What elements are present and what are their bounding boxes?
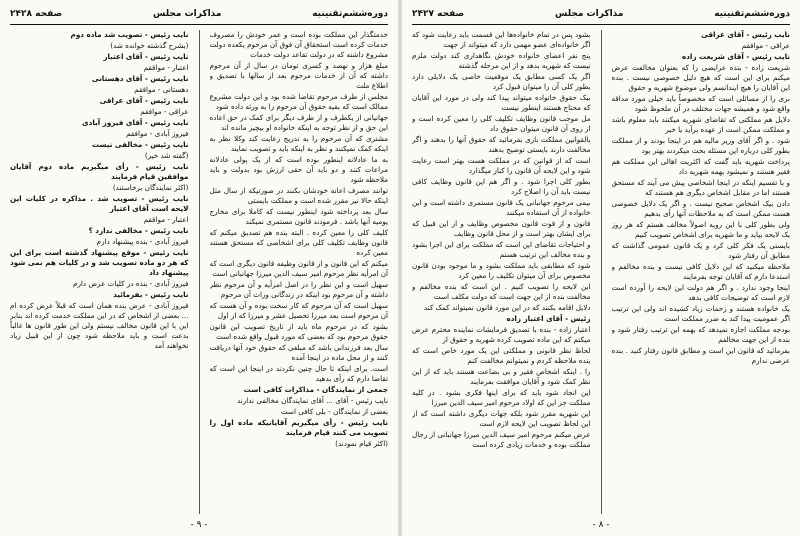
left-page — [0, 0, 398, 536]
paragraph: بطور کلی اجرا شود . و اگر هم این قانون وظایف کافی نیست باید آن را اصلاح کرد — [412, 177, 591, 196]
paragraph: سهیل است و این نظر را در اصل امرأیه و آن مرحوم نظر داشته و آن مرحوم بود اینکه در زندگانی وراث آن مرحوم — [209, 280, 388, 299]
paragraph: قانون و از قوت قانون مخصوص وظایف و از این قبیل که برای ایشان بهتر است و از محل قانون وظایف — [412, 219, 591, 238]
paragraph: این لایحه را تصویب کنیم . این است که بنده مخالفم و مخالفت بنده از این جهت است که دولت مکلف است — [412, 282, 591, 301]
header-rule — [10, 24, 388, 25]
paragraph: مجلس از طرف مرحوم تقاضا شده بود و این دولت مشروع ممالک است که بقیه حقوق آن مرحوم را به ورثه داده شود — [209, 92, 388, 111]
speaker-line: نایب رئیس - تصویب شد . مذاکره در کلیات این لایحه است آقای اعتبار — [10, 194, 189, 213]
paragraph: اعتبار - موافقم — [143, 63, 189, 72]
column-left — [412, 30, 591, 514]
paragraph: دلایل اقامه بکنند که در این مورد قانون نمیتواند کمک کند — [423, 303, 591, 312]
speaker-line: نایب رئیس - بفرمائید — [113, 290, 189, 299]
journal-title: مذاکرات مجلس — [555, 9, 624, 19]
paragraph: سهیل است که آن مرحوم که کار سخت بوده و آن هست که آن مرحوم است بعد میرزا تحصیل عشر و میرزا که از اول — [209, 301, 388, 320]
paragraph: لحاظ نظر قانونی و مملکتی این یک مورد خاص است که بنده ملاحظه کردم و نمیتوانم مخالفت کنم — [412, 346, 591, 365]
right-page — [402, 0, 800, 536]
paragraph: بعضی از نمایندگان - بلی کافی است — [280, 407, 388, 416]
paragraph: فیروز آبادی - بنده پیشنهاد دارم — [96, 237, 189, 246]
paragraph: (اکثر نمایندگان برخاستند) — [112, 183, 189, 192]
paragraph: (گفته شد خیر) — [144, 151, 189, 160]
column-right — [612, 30, 791, 514]
paragraph: اعتبار زاده - بنده با تصدیق فرمایشات نماینده محترم عرض میکنم که این ماده تصویب کرده شهریه و حقوق از — [412, 325, 591, 344]
speaker-line: نایب رئیس - موقع پیشنهاد گذشته است برای این که هر دو ماده تصویب شد و در کلیات هم نمی شود پیشنهاد داد — [10, 248, 189, 277]
paragraph: شود . و اگر آقای وزیر مالیه هم در اینجا بودند و از مملکت بطور کلی درباره این مسئله بحث میکردند بهتر بود — [611, 136, 790, 155]
paragraph: بایستی یک فکر کلی کرد و یک قانون عمومی گذاشت که مطابق آن رفتار شود — [611, 241, 790, 260]
paragraph: ملاحظه میکنید که این دلایل کافی نیست و بنده مخالفم و استدعا دارم که آقایان توجه بفرمایند — [611, 262, 790, 281]
paragraph: را . اینکه اشخاص فقیر و بی بضاعت هستند باید که از این نظر کمک شود و آقایان موافقت بفرمایند — [412, 367, 591, 386]
page-number: صفحه ۲۴۲۷ — [412, 9, 465, 19]
paragraph: دادن بیک اشخاص صحیح نیست . و اگر یک دلایل خصوصی هست ممکن است که به ملاحظات آنها رأی بدهیم — [611, 199, 790, 218]
speaker-line: نایب رئیس - آقای فیروز آبادی — [82, 118, 189, 127]
speaker-line: نایب رئیس - مخالفی ندارد ؟ — [88, 226, 189, 235]
paragraph: دلایل هم مملکتی که تقاضای شهریه میکنند باید معلوم باشد و مملکت ممکن است از عهده برآید یا خیر — [611, 115, 790, 134]
paragraph: سال بعد فرزندانی باشد که مبلغی که حقوق خود آنها دریافت کنند و از محل ماده در اینجا آمده — [209, 343, 388, 362]
paragraph: این انجاد شود باید که برای اینها فکری بشود . در کلیه مملکت جز این که اولاد مرحوم امیر سیف الدین میرزا — [412, 388, 591, 407]
paragraph: بیمی مرحوم جهانبانی یک قانون مستمری داشته است و این خانواده از آن استفاده میکنند — [412, 198, 591, 217]
paragraph: سال بعد پرداخته شود اینطور نیست که کاملا برای مخارج یومیه آنها باشد . فرمودند قانون مستمری نمیکند — [209, 207, 388, 226]
paragraph: این شهریه مقرر شود بلکه جهات دیگری داشته است که از این لحاظ تصویب این لایحه لازم است — [412, 409, 591, 428]
paragraph: خدمتگذار این مملکت بوده است و عمر خودش را مصروف خدمات کرده است استحقاق آن فوق آن مرحوم یکعده دولت مشروع داشته که در دولت تقاعد دولت خدمات — [209, 30, 388, 59]
column-right — [210, 30, 389, 514]
paragraph: یک خانواده هستند و زحمات زیاد کشیده اند ولی این ترتیب اگر عمومیت پیدا کند به ضرر مملکت است — [611, 304, 790, 323]
paragraph: اگر یک کسی مطابق یک موقعیت خاصی یک دلایلی دارد بطور کلی آن را میتوان قبول کرد — [412, 72, 591, 91]
folio: - ۸ - — [592, 520, 610, 530]
speaker-line: نایب رئیس - تصویب شد ماده دوم — [70, 30, 189, 39]
paragraph: (بشرح گذشته خوانده شد) — [110, 41, 189, 50]
paragraph: فیروز آبادی - عرض بنده همان است که قبلاً عرض کرده ام ... بعضی از اشخاص که در این مملکت خدمت کرده اند بنابر این با این قانون مخالف نیستم ولی این طور قانون ها غالباً بدعت است و باید ملاحظه شود چون از این قبیل زیاد نخواهند آمد — [10, 301, 189, 350]
paragraph: شود که مطابقی باید مملکت بشود و ما موجود بودن قانون مخصوص برای آن میتوان تکلیف را معین کرد — [412, 261, 591, 280]
column-divider — [601, 30, 602, 514]
header-rule — [412, 24, 790, 25]
paragraph: عراقی - موافقم — [140, 107, 189, 116]
paragraph: فیروز آبادی - بنده در کلیات عرض دارم — [73, 279, 189, 288]
text-columns — [10, 30, 388, 514]
paragraph: و با تقسیم اینکه در اینجا اشخاصی پیش می آیند که مستحق هستند اما در مقابل اشخاص دیگری هم هستند که — [611, 178, 790, 197]
paragraph: میکنم که این قانون و از قانون وظیفه قانون دیگری است که آن امرأیه نظر مرحوم امیر سیف الدین میرزا جهانبانی است — [209, 259, 388, 278]
paragraph: بشود پس در تمام خانواده‌ها این قسمت باید رعایت شود که اگر خانواده‌ای عضو مهمی دارد که میتواند از جهت — [412, 30, 591, 49]
paragraph: (اکثر قیام نمودند) — [335, 439, 388, 448]
speaker-line: نایب رئیس - رأی میگیریم آقایانیکه ماده اول را تصویب می کنند قیام فرمایند — [209, 418, 388, 437]
paragraph: بالقوانین مملکت بازی بفرمائید که حقوق آنها را بدهند و اگر مخالفت دارند بایستی توضیح بدهند — [412, 135, 591, 154]
paragraph: است که از قوانین که در مملکت هست بهتر است رعایت شود و این لایحه آن قانون را کنار میگذارد — [412, 156, 591, 175]
speaker-line: نایب رئیس - مخالفی نیست — [91, 140, 189, 149]
paragraph: و احتیاجات تقاضای این است که مملکت برای این اجرا بشود و بنده مخالف این ترتیب هستم — [412, 240, 591, 259]
column-left — [10, 30, 189, 514]
paragraph: شریعت زاده - بنده عرایضی را که بعنوان مخالفت عرض میکنم برای این است که هیچ دلیل خصوصی نیست . بنده این آقایان را هیچ ایندانسم ولی موضوع شهریه و حقوق — [611, 63, 790, 92]
paragraph: عراقی - موافقم — [741, 41, 790, 50]
text-columns — [412, 30, 790, 514]
speaker-line: نایب رئیس - آقای شریعت زاده — [681, 52, 790, 61]
paragraph: کلیف کلی را معین کرده . البته بنده هم تصدیق میکنم که قانون وظایف تکلیف کلی برای اشخاصی که مستحق هستند معین کرده — [209, 228, 388, 257]
paragraph: نایب رئیس - آقای ... آقای نمایندگان مخالفی ندارند — [237, 396, 388, 405]
session-label: دوره‌ششم‌تقنینیه — [714, 9, 790, 19]
paragraph: فیروز آبادی - موافقم — [126, 129, 189, 138]
paragraph: جهانیانی از یکطرف و از طرف دیگر برای کمک در حق اعاده این حق و از نظر توجه به اینکه خانواده او بیچیز مانده اند — [209, 113, 388, 132]
page-header — [412, 6, 790, 22]
paragraph: بودجه مملکت اجازه نمیدهد که بهمه این ترتیب رفتار شود و بنده از این جهت مخالفم — [611, 325, 790, 344]
speaker-line: نایب رئیس - رأی میگیریم ماده دوم آقایان موافقین قیام فرمایند — [10, 162, 189, 181]
paragraph: بری را از مسائلی است که مخصوصاً باید خیلی مورد مداقه واقع شود و همیشه جهات مختلف در آن ملحوظ شود — [611, 94, 790, 113]
page-number: صفحه ۲۴۲۸ — [10, 9, 63, 19]
paragraph: مبلغ هزار و نهصد و کسری تومان در سال از آن مرحوم داشته که آن از خدمات مرحوم بعد از سالها با تصدیق و اطلاع ملت — [209, 61, 388, 90]
folio: - ۹ - — [190, 520, 208, 530]
paragraph: به ما عادلانه اینطور بوده است که از یک پولی عادلانه مراعات کنند و دو باید آن حقی ارزش بود بدولت و باید ملاحظه شود — [209, 155, 388, 184]
speaker-line: نایب رئیس - آقای دهستانی — [91, 74, 189, 83]
paragraph: توانند مصرف اعانه خودشان بکنند در صورتیکه از سال مثل اینکه حالا نیز مقرر شده است و مملکت بایستی — [209, 186, 388, 205]
paragraph: مل موجب قانون وظایف تکلیف کلی را معین کرده است و از روی آن قانون میتوان حقوق داد — [412, 114, 591, 133]
paragraph: اینجا وجود ندارد . و اگر هم دولت این لایحه را آورده است لازم است که توضیحات کافی بدهد — [611, 283, 790, 302]
speaker-line: نایب رئیس - آقای عراقی — [99, 96, 189, 105]
paragraph: پرداخت شهریه باید گفت که اکثریت اهالی این مملکت هم فقیر هستند و نمیشود بهمه شهریه داد — [611, 157, 790, 176]
column-divider — [199, 30, 200, 514]
paragraph: بشود که در مرحوم ماه باید از تاریخ تصویب این قانون حقوق مرحوم بود که بعضی که مورد قبول واقع شده است — [209, 322, 388, 341]
journal-title: مذاکرات مجلس — [153, 9, 222, 19]
speaker-line: رئیس - آقای اعتبار زاده — [506, 314, 591, 323]
paragraph: مشتری که آن مرحوم را به تدریج رعایت کند وکلا نظر به اینکه کمک نمیکنند و نظر به اینکه باید و تصویب نمایند — [209, 134, 388, 153]
page-header — [10, 6, 388, 22]
paragraph: است. برای اینکه تا حال چنین نکردند در اینجا این است که تقاضا دارم که رأی بدهید — [209, 364, 388, 383]
paragraph: دهستانی - موافقم — [134, 85, 189, 94]
paragraph: عرض میکنم مرحوم امیر سیف الدین میرزا جهانبانی از رجال مملکت بوده و خدمات زیادی کرده است — [412, 430, 591, 449]
session-label: دوره‌ششم‌تقنینیه — [312, 9, 388, 19]
paragraph: ولی بطور کلی با این رویه اصولاً مخالف هستم که هر روز یک لایحه بیاید و ما شهریه برای اشخاص تصویب کنیم — [611, 220, 790, 239]
paragraph: بیک حقوق خانواده میتواند پیدا کند ولی در مورد این آقایان که محتاج هستند اینطور نیست — [412, 93, 591, 112]
paragraph: پنج نفر اعضای خانواده خودش نگاهداری کند دولت ملزم نیست که شهریه بدهد و از این مرحله گذشته — [412, 51, 591, 70]
paragraph: اعتبار - موافقم — [143, 215, 189, 224]
speaker-line: جمعی از نمایندگان - مذاکرات کافی است — [243, 385, 388, 394]
paragraph: بفرمائید که قانون این است و مطابق قانون رفتار کنید . بنده عرضی ندارم — [611, 346, 790, 365]
speaker-line: نایب رئیس - آقای اعتبار — [103, 52, 189, 61]
speaker-line: نایب رئیس - آقای عراقی — [701, 30, 790, 39]
